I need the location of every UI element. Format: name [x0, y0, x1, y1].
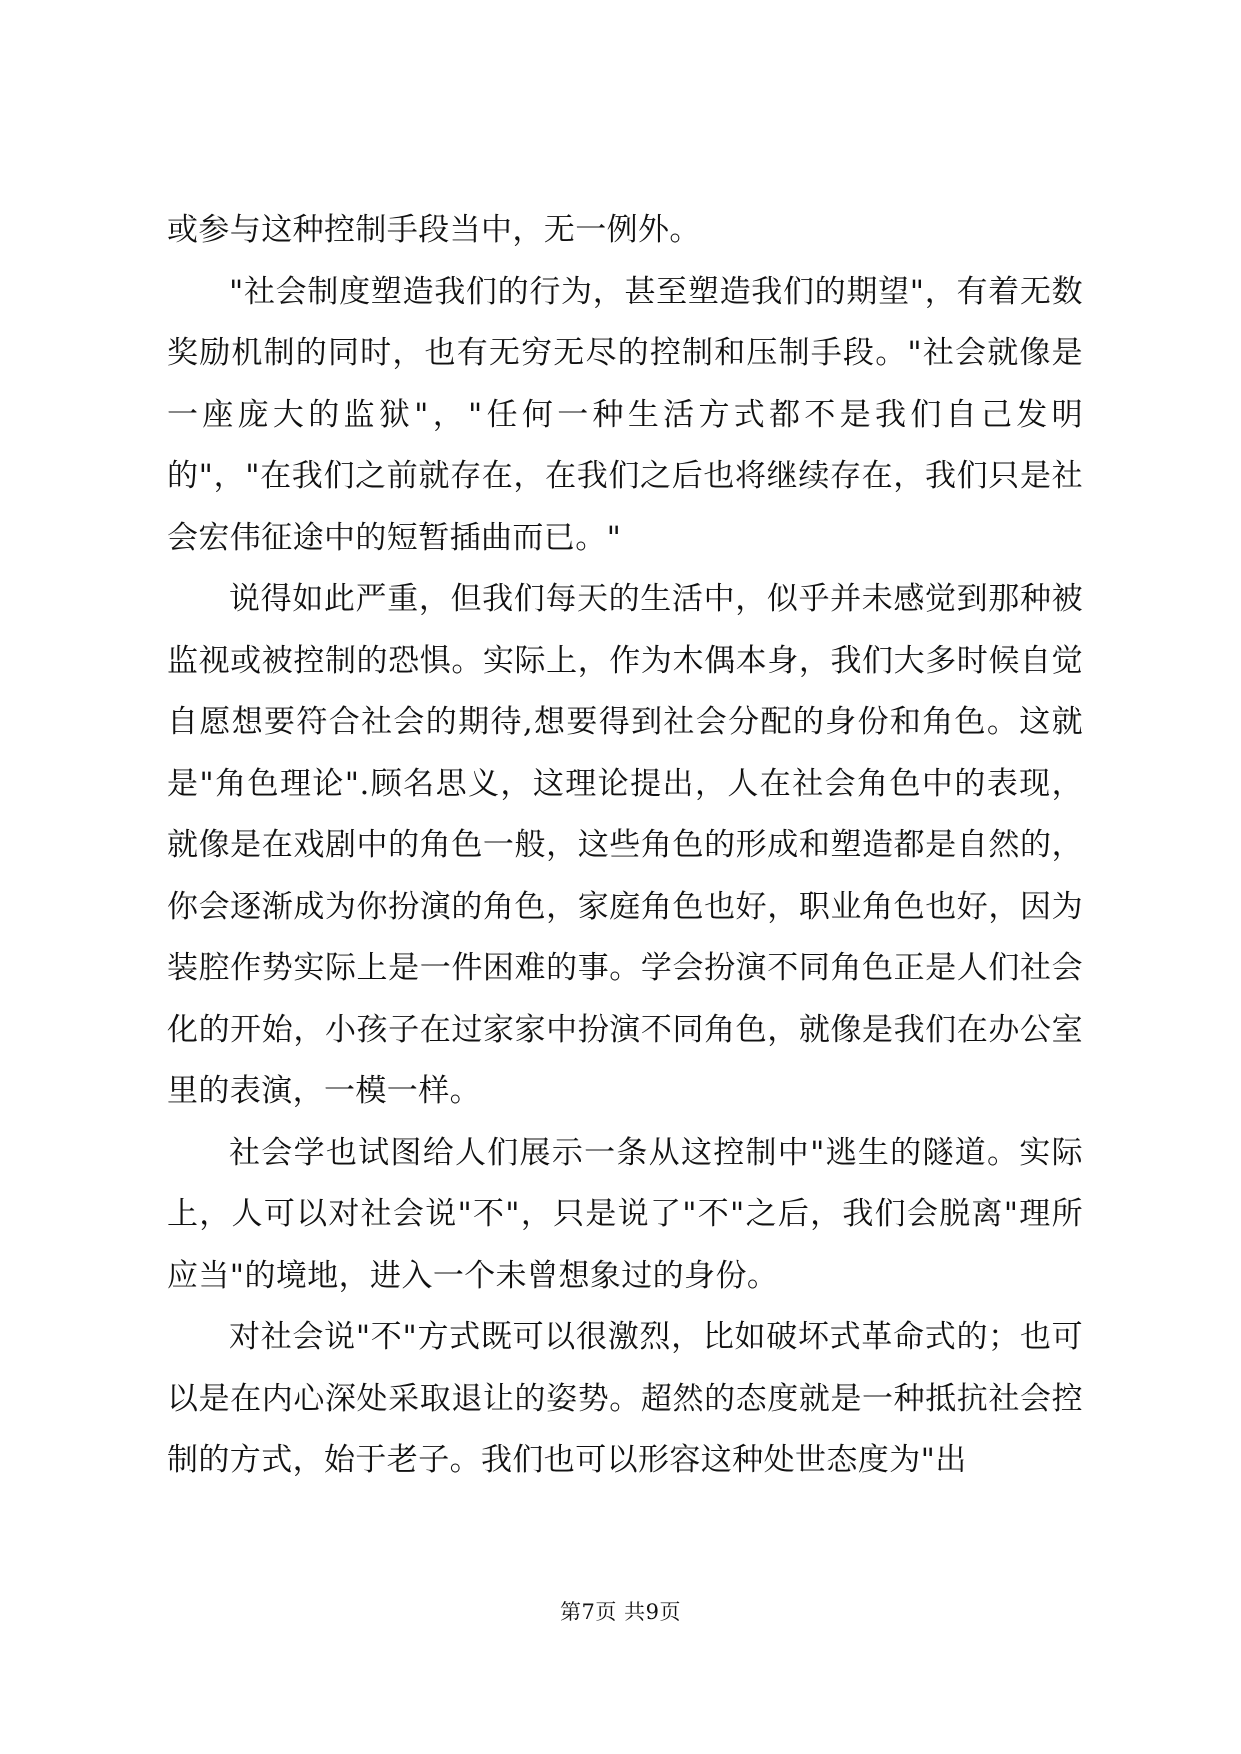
- paragraph-3: 说得如此严重，但我们每天的生活中，似乎并未感觉到那种被监视或被控制的恐惧。实际上，作为木偶本身，我们大多时候自觉自愿想要符合社会的期待,想要得到社会分配的身份和角色。这就是"角色理论".顾名思义，这理论提出，人在社会角色中的表现，就像是在戏剧中的角色一般，这些角色的形成和塑造都是自然的，你会逐渐成为你扮演的角色，家庭角色也好，职业角色也好，因为装腔作势实际上是一件困难的事。学会扮演不同角色正是人们社会化的开始，小孩子在过家家中扮演不同角色，就像是我们在办公室里的表演，一模一样。: [167, 581, 1083, 1109]
- paragraph-1: 或参与这种控制手段当中，无一例外。: [167, 212, 701, 248]
- paragraph-4: 社会学也试图给人们展示一条从这控制中"逃生的隧道。实际上，人可以对社会说"不"，只是说了"不"之后，我们会脱离"理所应当"的境地，进入一个未曾想象过的身份。: [167, 1134, 1083, 1294]
- body-text: [167, 200, 1083, 1492]
- paragraph-2: "社会制度塑造我们的行为，甚至塑造我们的期望"，有着无数奖励机制的同时，也有无穷无尽的控制和压制手段。"社会就像是一座庞大的监狱"，"任何一种生活方式都不是我们自己发明的"，"在我们之前就存在，在我们之后也将继续存在，我们只是社会宏伟征途中的短暂插曲而已。": [167, 273, 1083, 556]
- page-number: 第7页 共9页: [560, 1600, 681, 1624]
- paragraph-5: 对社会说"不"方式既可以很激烈，比如破坏式革命式的；也可以是在内心深处采取退让的姿势。超然的态度就是一种抵抗社会控制的方式，始于老子。我们也可以形容这种处世态度为"出: [167, 1319, 1083, 1478]
- page-footer: [0, 1596, 1241, 1626]
